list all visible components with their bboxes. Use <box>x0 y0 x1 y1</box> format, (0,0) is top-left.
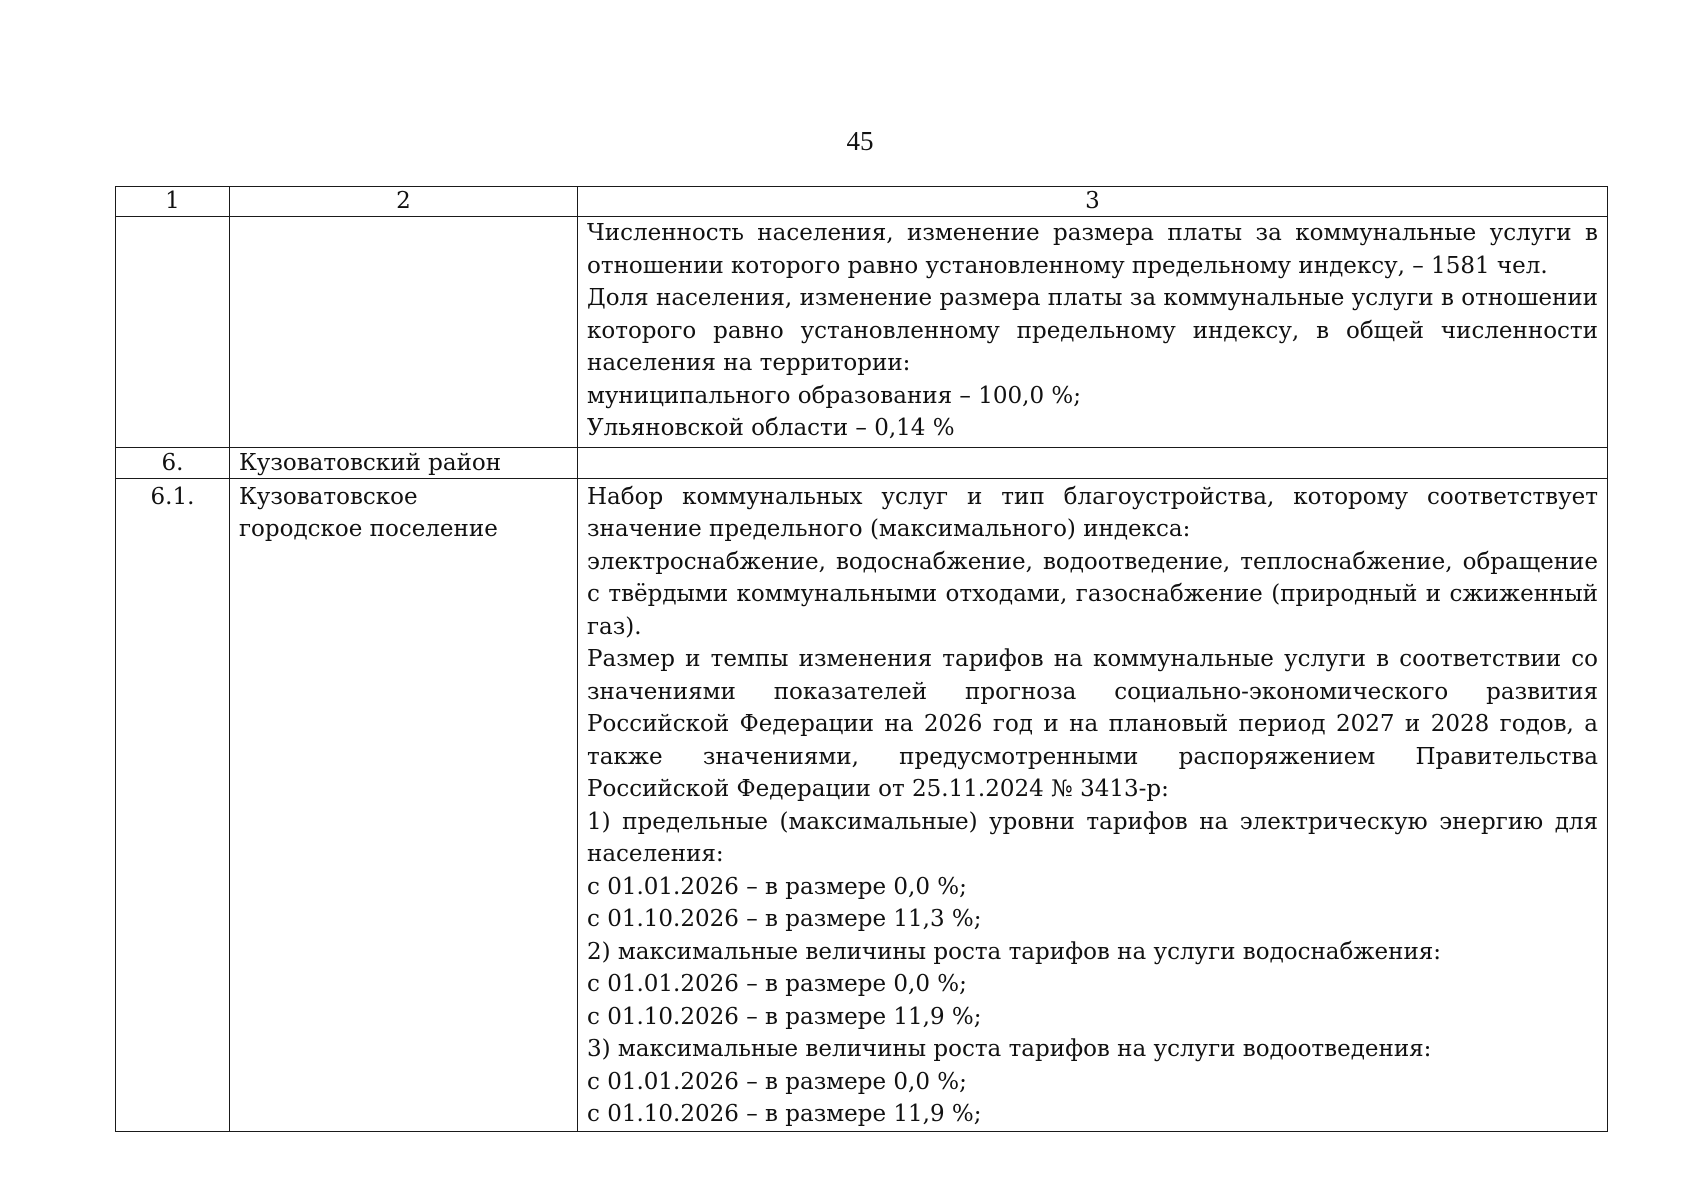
row-number-cell <box>116 217 230 448</box>
water-supply-tariff-heading: 2) максимальные величины роста тарифов на услуги водоснабжения: <box>587 938 1442 965</box>
district-name: Кузоватовский район <box>230 447 578 478</box>
wastewater-rate-jan: с 01.01.2026 – в размере 0,0 %; <box>587 1068 967 1095</box>
row-name-cell <box>230 217 578 448</box>
electricity-rate-jan: с 01.01.2026 – в размере 0,0 %; <box>587 873 967 900</box>
municipal-share-line: муниципального образования – 100,0 %; <box>587 382 1081 409</box>
settlement-name-line-1: Кузоватовское <box>239 483 418 510</box>
table-row-settlement <box>116 478 1608 1131</box>
regional-share-line: Ульяновской области – 0,14 % <box>587 415 955 441</box>
wastewater-rate-oct: с 01.10.2026 – в размере 11,9 %; <box>587 1101 982 1127</box>
services-set-paragraph: Набор коммунальных услуг и тип благоустройства, которому соответствует значение предельного (максимального) индекса: <box>587 483 1598 542</box>
page-number: 45 <box>846 126 874 156</box>
settlement-name-cell <box>230 478 578 1131</box>
electricity-rate-oct: с 01.10.2026 – в размере 11,3 %; <box>587 906 982 932</box>
table-row-district <box>116 447 1608 478</box>
district-text <box>578 447 1608 478</box>
header-row <box>116 187 1608 217</box>
settlement-text-cell <box>578 478 1608 1131</box>
header-col-2: 2 <box>230 187 578 217</box>
wastewater-tariff-heading: 3) максимальные величины роста тарифов на услуги водоотведения: <box>587 1036 1432 1062</box>
population-count-paragraph: Численность населения, изменение размера платы за коммунальные услуги в отношении которого равно установленному предельному индексу, – 1581 чел. <box>587 220 1598 279</box>
table-row-continuation <box>116 217 1608 448</box>
header-col-1: 1 <box>116 187 230 217</box>
row-text-cell <box>578 217 1608 448</box>
electricity-tariff-heading: 1) предельные (максимальные) уровни тарифов на электрическую энергию для населения: <box>587 808 1598 867</box>
district-number: 6. <box>116 447 230 478</box>
tariff-table <box>115 186 1608 1132</box>
settlement-name-line-2: городское поселение <box>239 516 498 542</box>
services-list-paragraph: электроснабжение, водоснабжение, водоотведение, теплоснабжение, обращение с твёрдыми коммунальными отходами, газоснабжение (природный и сжиженный газ). <box>587 548 1598 640</box>
header-col-3: 3 <box>578 187 1608 217</box>
settlement-number: 6.1. <box>116 478 230 1131</box>
population-share-paragraph: Доля населения, изменение размера платы за коммунальные услуги в отношении которого равно установленному предельному индексу, в общей численности населения на территории: <box>587 285 1598 376</box>
tariff-basis-paragraph: Размер и темпы изменения тарифов на коммунальные услуги в соответствии со значениями показателей прогноза социально-экономического развития Российской Федерации на 2026 год и на плановый период 2027 и 2028 годов, а также значениями, предусмотренными распоряжением Правительства Российской Федерации от 25.11.2024 № 3413-р: <box>587 646 1598 802</box>
water-supply-rate-jan: с 01.01.2026 – в размере 0,0 %; <box>587 971 967 997</box>
water-supply-rate-oct: с 01.10.2026 – в размере 11,9 %; <box>587 1003 982 1030</box>
